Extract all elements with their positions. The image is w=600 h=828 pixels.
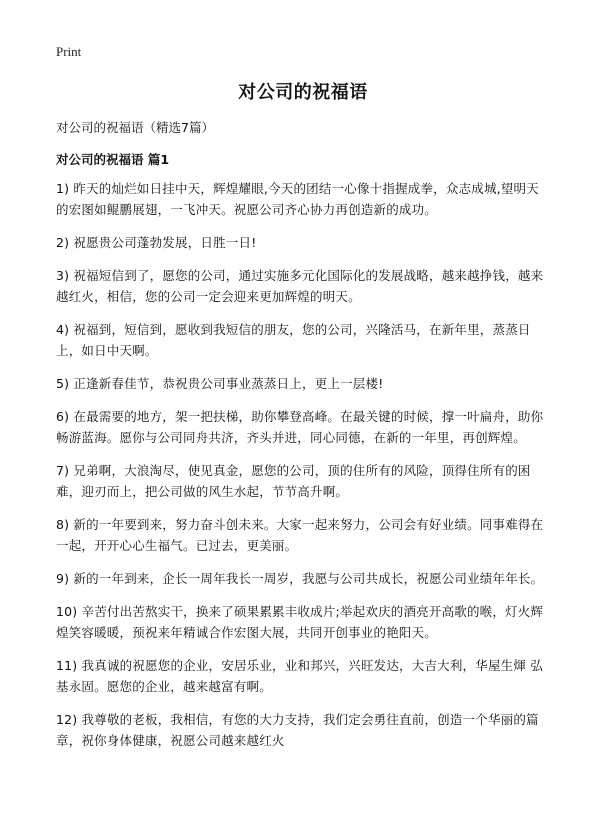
paragraph-2: 2) 祝愿贵公司蓬勃发展，日胜一日! bbox=[56, 235, 257, 250]
paragraph-1: 1) 昨天的灿烂如日挂中天，辉煌耀眼,今天的团结一心像十指握成拳，众志成城,望明天的宏图如鲲鹏展翅，一飞冲天。祝愿公司齐心协力再创造新的成功。 bbox=[56, 181, 539, 217]
page-title: 对公司的祝福语 bbox=[238, 82, 368, 103]
paragraph-10: 10) 辛苦付出苦熬实干，换来了硕果累累丰收成片;举起欢庆的酒亮开高歌的喉，灯火辉煌笑容暖暖，预祝来年精诚合作宏图大展，共同开创事业的艳阳天。 bbox=[56, 604, 544, 640]
paragraph-7: 7) 兄弟啊，大浪淘尽，使见真金，愿您的公司，顶的住所有的风险，顶得住所有的困难，迎刃而上，把公司做的风生水起，节节高升啊。 bbox=[56, 463, 531, 499]
paragraph-3: 3) 祝福短信到了，愿您的公司，通过实施多元化国际化的发展战略，越来越挣钱，越来越红火，相信，您的公司一定会迎来更加辉煌的明天。 bbox=[56, 268, 544, 304]
paragraph-8: 8) 新的一年要到来，努力奋斗创未来。大家一起来努力，公司会有好业绩。同事难得在一起，开开心心生福气。已过去，更美丽。 bbox=[56, 517, 544, 553]
paragraph-12: 12) 我尊敬的老板，我相信，有您的大力支持，我们定会勇往直前，创造一个华丽的篇章，祝你身体健康，祝愿公司越来越红火 bbox=[56, 712, 539, 748]
paragraph-11: 11) 我真诚的祝愿您的企业，安居乐业，业和邦兴，兴旺发达，大吉大利，华屋生煇 弘基永固。愿您的企业，越来越富有啊。 bbox=[56, 658, 543, 694]
print-link[interactable]: Print bbox=[56, 44, 82, 59]
paragraph-4: 4) 祝福到，短信到，愿收到我短信的朋友，您的公司，兴隆活马，在新年里，蒸蒸日上，如日中天啊。 bbox=[56, 322, 531, 358]
section-heading: 对公司的祝福语 篇1 bbox=[56, 152, 170, 167]
document-subtitle: 对公司的祝福语（精选7篇） bbox=[56, 120, 214, 135]
paragraph-5: 5) 正逢新春佳节，恭祝贵公司事业蒸蒸日上，更上一层楼! bbox=[56, 376, 384, 391]
paragraph-9: 9) 新的一年到来，企长一周年我长一周岁，我愿与公司共成长，祝愿公司业绩年年长。 bbox=[56, 571, 544, 586]
paragraph-6: 6) 在最需要的地方，架一把扶梯，助你攀登高峰。在最关键的时候，撑一叶扁舟，助你畅游蓝海。愿你与公司同舟共济，齐头并进，同心同德，在新的一年里，再创辉煌。 bbox=[56, 409, 544, 445]
